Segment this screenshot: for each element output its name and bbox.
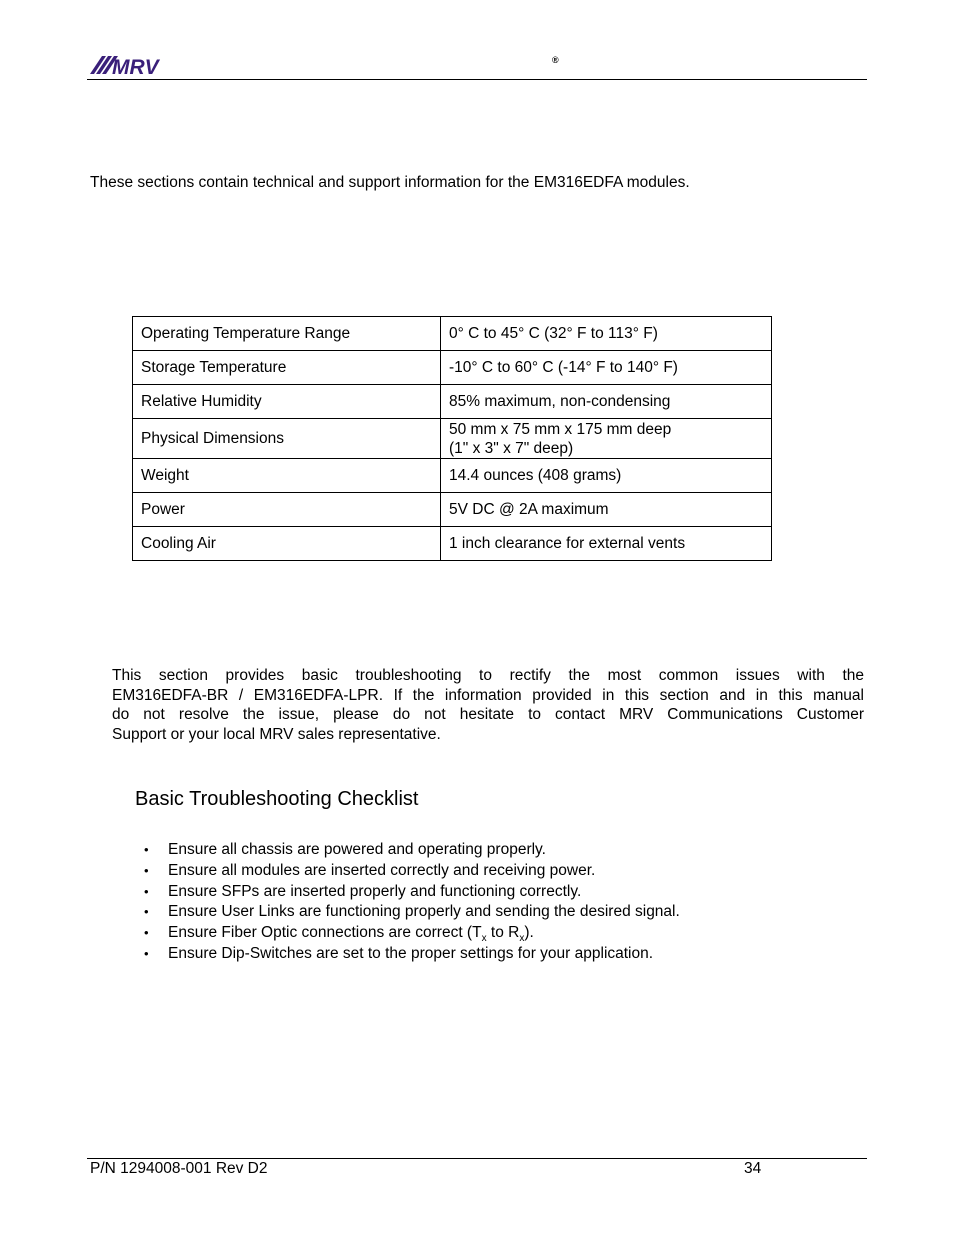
subscript-tx: x [481, 933, 487, 945]
list-item-text: Ensure User Links are functioning properly and sending the desired signal. [168, 903, 680, 921]
spec-value [441, 419, 772, 459]
spec-value-line: 50 mm x 75 mm x 175 mm deep [449, 420, 672, 438]
troubleshooting-paragraph [112, 666, 864, 744]
checklist-heading: Basic Troubleshooting Checklist [135, 788, 419, 810]
table-row [133, 493, 772, 527]
spec-value: 5V DC @ 2A maximum [441, 493, 772, 527]
table-row [133, 351, 772, 385]
table-row [133, 527, 772, 561]
spec-label: Weight [133, 459, 441, 493]
intro-text: These sections contain technical and support information for the EM316EDFA modules. [90, 174, 690, 191]
list-item-text: Ensure all chassis are powered and operating properly. [168, 841, 546, 858]
part-number: P/N 1294008-001 Rev D2 [90, 1160, 268, 1177]
list-item-text: Ensure SFPs are inserted properly and functioning correctly. [168, 882, 582, 900]
list-item [142, 840, 680, 861]
list-item-text: Ensure all modules are inserted correctly and receiving power. [168, 861, 596, 879]
paragraph-line: This section provides basic troubleshooting to rectify the most common issues with the [112, 667, 864, 684]
list-item [142, 923, 680, 944]
table-row [133, 419, 772, 459]
paragraph-line: do not resolve the issue, please do not hesitate to contact MRV Communications Customer [112, 706, 864, 724]
troubleshooting-checklist [142, 840, 680, 965]
list-item [142, 861, 680, 882]
list-item-text: Ensure Dip-Switches are set to the proper settings for your application. [168, 944, 654, 962]
fiber-text-prefix: Ensure Fiber Optic connections are correct (T [168, 924, 482, 942]
spec-label: Storage Temperature [133, 351, 441, 385]
list-item [142, 902, 680, 923]
paragraph-line: EM316EDFA-BR / EM316EDFA-LPR. If the information provided in this section and in this manual [112, 686, 864, 704]
bullet-icon: • [144, 883, 149, 899]
list-item [142, 944, 680, 965]
spec-label: Relative Humidity [133, 385, 441, 419]
table-row [133, 317, 772, 351]
fiber-text-mid: to R [486, 924, 520, 942]
bullet-icon: • [144, 904, 149, 920]
fiber-text-suffix: ). [524, 924, 534, 942]
table-row [133, 459, 772, 493]
spec-label: Operating Temperature Range [133, 317, 441, 351]
spec-label: Physical Dimensions [133, 419, 441, 459]
bullet-icon: • [144, 945, 149, 961]
footer-rule [87, 1158, 867, 1159]
spec-label: Power [133, 493, 441, 527]
spec-value: 1 inch clearance for external vents [441, 527, 772, 561]
spec-value-line: (1" x 3" x 7" deep) [449, 439, 574, 457]
page-number: 34 [744, 1160, 762, 1177]
bullet-icon: • [144, 925, 149, 941]
spec-value: 14.4 ounces (408 grams) [441, 459, 772, 493]
header-rule [87, 79, 867, 80]
spec-label: Cooling Air [133, 527, 441, 561]
specifications-table [132, 316, 772, 561]
spec-value: 85% maximum, non-condensing [441, 385, 772, 419]
paragraph-line: Support or your local MRV sales representative. [112, 725, 441, 743]
spec-value: -10° C to 60° C (-14° F to 140° F) [441, 351, 772, 385]
bullet-icon: • [144, 862, 149, 878]
mrv-logo [88, 54, 174, 78]
svg-text:MRV: MRV [112, 56, 159, 78]
table-row [133, 385, 772, 419]
bullet-icon: • [144, 842, 149, 857]
registered-mark: ® [552, 55, 559, 65]
spec-value: 0° C to 45° C (32° F to 113° F) [441, 317, 772, 351]
list-item-text [168, 924, 534, 945]
subscript-rx: x [519, 933, 525, 945]
list-item [142, 882, 680, 903]
